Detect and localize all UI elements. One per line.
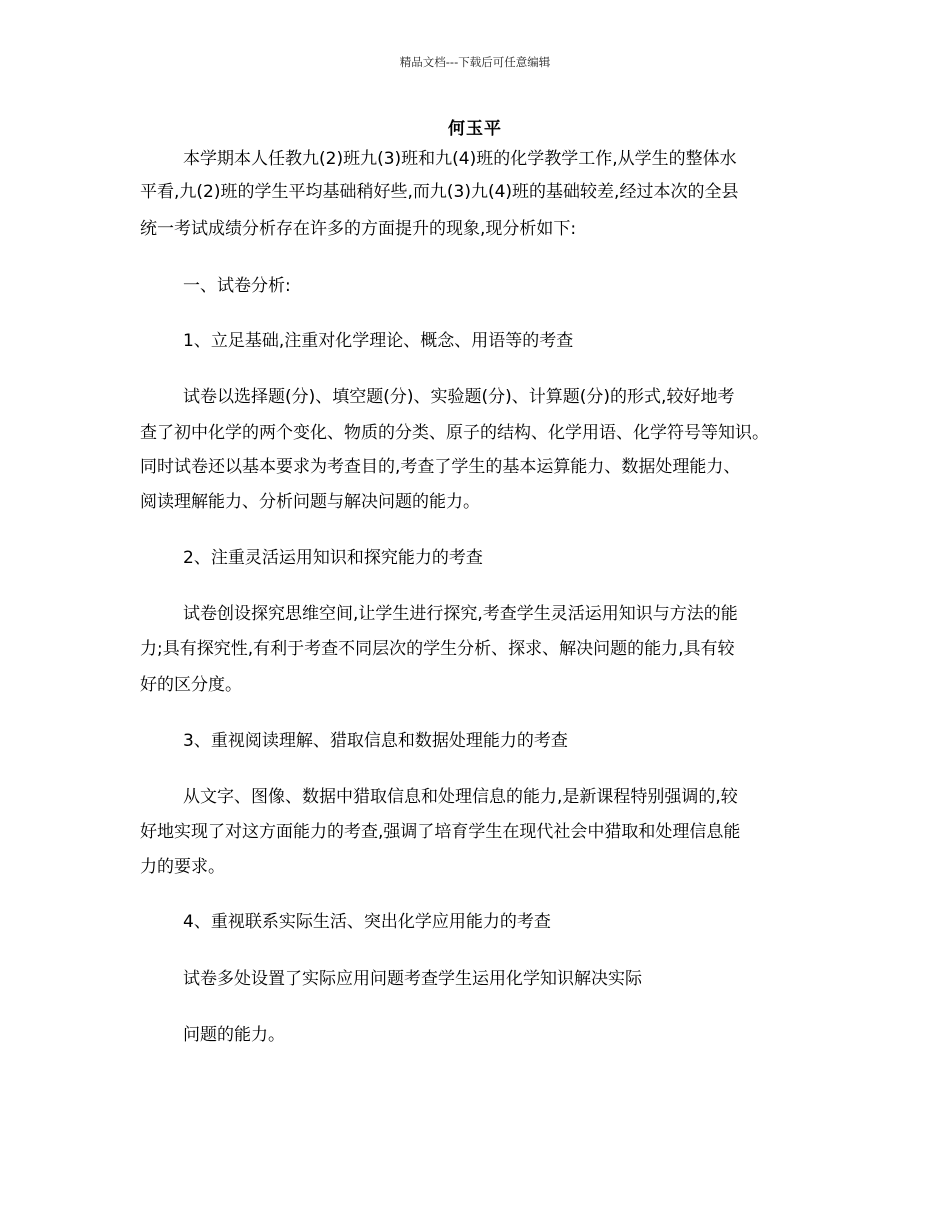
item-1-line-4: 阅读理解能力、分析问题与解决问题的能力。 xyxy=(140,492,480,512)
item-1-line-2: 查了初中化学的两个变化、物质的分类、原子的结构、化学用语、化学符号等知识。 xyxy=(140,423,769,443)
item-3-line-2: 好地实现了对这方面能力的考查,强调了培育学生在现代社会中猎取和处理信息能 xyxy=(140,822,741,842)
item-3-line-3: 力的要求。 xyxy=(140,857,225,877)
page-header: 精品文档---下载后可任意编辑 xyxy=(399,55,551,69)
item-2-line-2: 力;具有探究性,有利于考查不同层次的学生分析、探求、解决问题的能力,具有较 xyxy=(140,639,735,659)
intro-line-2: 平看,九(2)班的学生平均基础稍好些,而九(3)九(4)班的基础较差,经过本次的全县 xyxy=(140,182,739,202)
item-3-line-1: 从文字、图像、数据中猎取信息和处理信息的能力,是新课程特别强调的,较 xyxy=(183,787,738,807)
item-3-heading: 3、重视阅读理解、猎取信息和数据处理能力的考查 xyxy=(183,731,568,751)
item-4-line-1: 试卷多处设置了实际应用问题考查学生运用化学知识解决实际 xyxy=(183,969,642,989)
item-2-line-3: 好的区分度。 xyxy=(140,675,242,695)
intro-line-3: 统一考试成绩分析存在许多的方面提升的现象,现分析如下: xyxy=(140,219,577,239)
item-1-line-3: 同时试卷还以基本要求为考查目的,考查了学生的基本运算能力、数据处理能力、 xyxy=(140,457,741,477)
document-title: 何玉平 xyxy=(448,119,502,139)
item-2-heading: 2、注重灵活运用知识和探究能力的考查 xyxy=(183,548,483,568)
item-2-line-1: 试卷创设探究思维空间,让学生进行探究,考查学生灵活运用知识与方法的能 xyxy=(183,604,738,624)
intro-line-1: 本学期本人任教九(2)班九(3)班和九(4)班的化学教学工作,从学生的整体水 xyxy=(183,149,737,169)
item-1-line-1: 试卷以选择题(分)、填空题(分)、实验题(分)、计算题(分)的形式,较好地考 xyxy=(183,387,735,407)
item-1-heading: 1、立足基础,注重对化学理论、概念、用语等的考查 xyxy=(183,331,574,351)
section-heading: 一、试卷分析: xyxy=(183,276,291,296)
item-4-line-2: 问题的能力。 xyxy=(183,1025,285,1045)
item-4-heading: 4、重视联系实际生活、突出化学应用能力的考查 xyxy=(183,912,551,932)
